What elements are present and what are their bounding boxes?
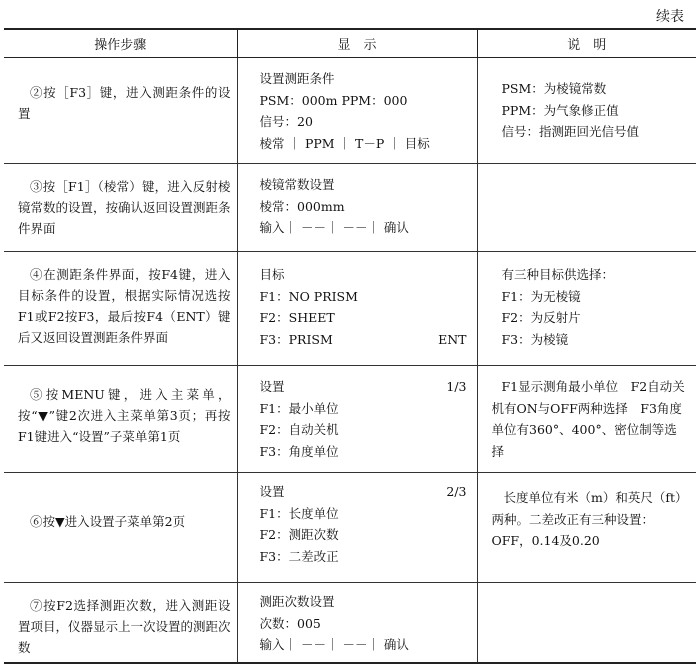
display-line: F2：测距次数 [259,527,339,542]
display-line: 设置测距条件 [259,71,335,86]
display-line: 测距次数设置 [259,594,335,609]
table-row [4,583,696,663]
note-line: F2：为反射片 [501,310,581,325]
display-block [238,164,477,239]
display-text: 设置 [259,379,285,394]
display-line: F1：长度单位 [259,505,339,521]
step-text: ②按［F3］键，进入测距条件的设置 [18,85,231,121]
display-line: F2：SHEET [259,310,335,325]
display-line: F1：最小单位 [259,400,339,416]
display-text: F3：PRISM [259,331,333,347]
display-line [260,376,467,398]
display-line: F3：角度单位 [259,443,339,459]
step-text: ⑥按▼进入设置子菜单第2页 [30,514,186,529]
continuation-label: 续表 [656,9,684,25]
display-line: 目标 [259,267,285,282]
note-block [478,252,697,350]
display-line: F2：自动关机 [259,422,339,437]
procedure-table [4,28,696,664]
display-line [260,329,467,351]
display-block [238,366,477,462]
step-text: ⑦按F2选择测距次数，进入测距设置项目，仪器显示上一次设置的测距次数 [18,598,231,655]
table-row [4,58,696,164]
note-line: PPM：为气象修正值 [501,102,619,118]
display-line: 次数：005 [259,615,321,631]
table-row [4,366,696,473]
note-block [478,58,697,143]
note-line: 有三种目标供选择： [501,267,615,282]
display-page-indicator: 2/3 [446,484,467,499]
header-row [4,29,696,58]
note-line: 信号：指测距回光信号值 [501,124,640,139]
note-line: F3：为棱镜 [501,331,569,347]
table-row [4,252,696,366]
display-line: 输入｜ －－｜ －－｜ 确认 [259,637,409,652]
display-block [238,58,477,154]
note-line: F1：为无棱镜 [501,288,581,304]
header-notes: 说 明 [477,29,696,58]
header-display: 显 示 [237,29,477,58]
note-paragraph: F1显示测角最小单位 F2自动关机有ON与OFF两种选择 F3角度单位有360°、400°、密位制等选择 [491,379,685,459]
display-block [238,583,477,656]
display-line: 棱镜常数设置 [259,177,335,192]
display-text: 设置 [259,484,285,499]
display-line: 棱常 ｜ PPM ｜ T－P ｜ 目标 [259,135,430,151]
display-line: F1：NO PRISM [259,288,358,304]
display-line [260,481,467,503]
step-text: ④在测距条件界面，按F4键，进入目标条件的设置，根据实际情况选按F1或F2按F3，最后按F4（ENT）键后又返回设置测距条件界面 [18,267,231,345]
display-line: F3：二差改正 [259,548,339,564]
note-paragraph: 长度单位有米（m）和英尺（ft）两种。二差改正有三种设置：OFF，0.14及0.20 [491,490,688,548]
table-row [4,164,696,252]
table-row [4,473,696,583]
display-block [238,252,477,350]
step-text: ⑤按MENU键，进入主菜单，按“▼”键2次进入主菜单第3页；再按F1键进入“设置”子菜单第1页 [18,387,231,444]
step-text: ③按［F1］（棱常）键，进入反射棱镜常数的设置，按确认返回设置测距条件界面 [18,179,231,236]
display-page-indicator: 1/3 [446,379,467,394]
note-line: PSM：为棱镜常数 [501,81,607,96]
display-line: 棱常：000mm [259,198,345,214]
display-line: 信号：20 [259,114,313,129]
display-line: 输入｜ －－｜ －－｜ 确认 [259,220,409,235]
display-line: PSM：000m PPM：000 [259,92,408,108]
display-right-text: ENT [438,331,467,347]
header-step: 操作步骤 [4,29,237,58]
display-block [238,473,477,567]
